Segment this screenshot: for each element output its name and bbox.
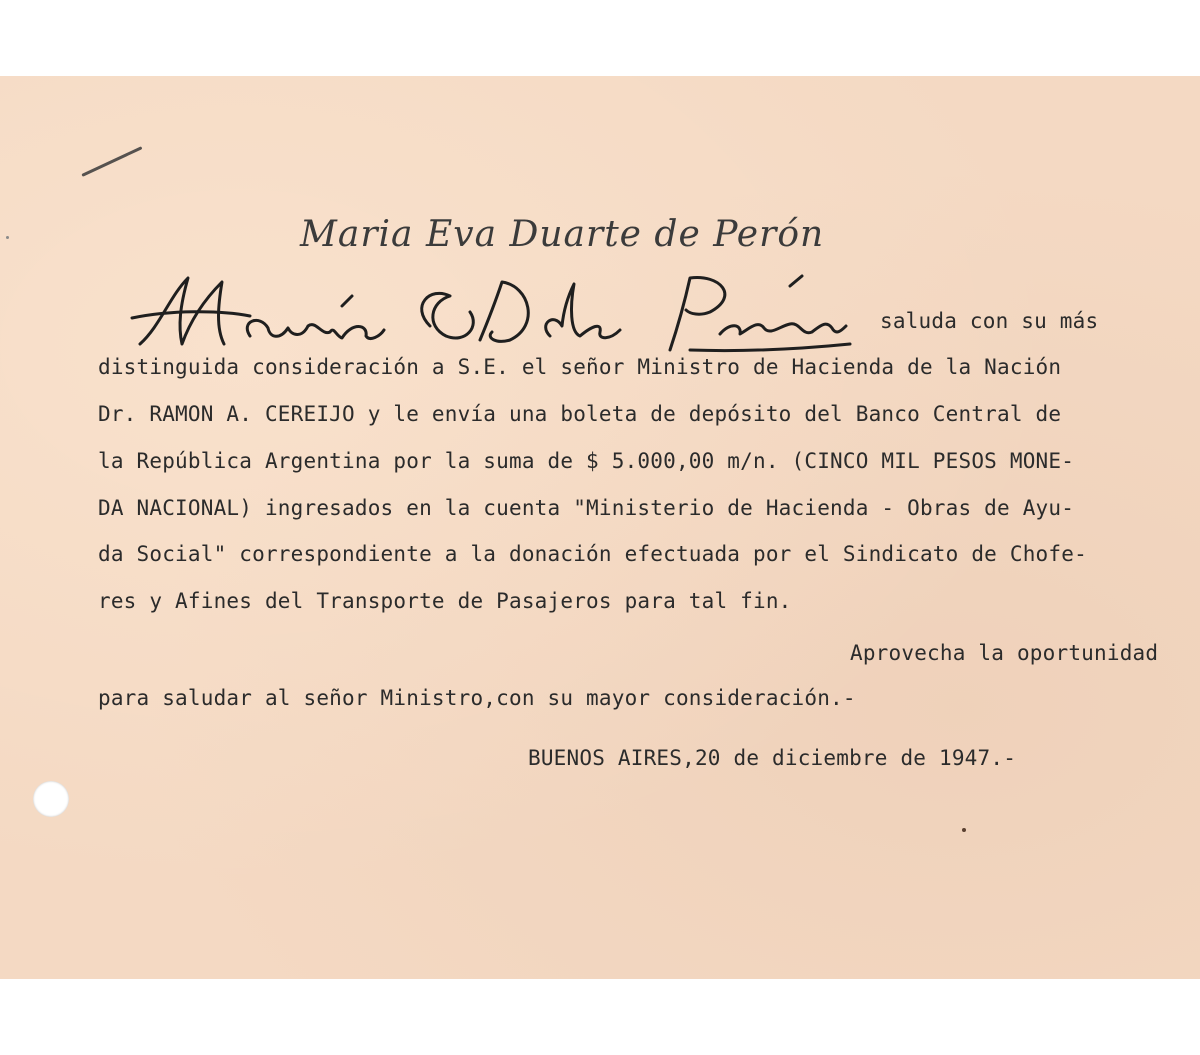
paper-sheet	[0, 76, 1200, 979]
body-line-9: para saludar al señor Ministro,con su mayor consideración.-	[98, 686, 856, 710]
paper-speck	[962, 828, 966, 832]
paper-speck	[6, 236, 9, 239]
body-line-7: res y Afines del Transporte de Pasajeros para tal fin.	[98, 589, 792, 613]
body-line-8: Aprovecha la oportunidad	[850, 641, 1159, 665]
body-line-5: DA NACIONAL) ingresados en la cuenta "Ministerio de Hacienda - Obras de Ayu-	[98, 496, 1075, 520]
body-line-3: Dr. RAMON A. CEREIJO y le envía una boleta de depósito del Banco Central de	[98, 402, 1062, 426]
body-line-2: distinguida consideración a S.E. el señor Ministro de Hacienda de la Nación	[98, 355, 1062, 379]
handwritten-signature	[130, 266, 870, 356]
letterhead-name: Maria Eva Duarte de Perón	[300, 214, 825, 255]
pencil-mark	[81, 146, 142, 177]
body-line-1: saluda con su más	[880, 309, 1099, 333]
body-line-6: da Social" correspondiente a la donación efectuada por el Sindicato de Chofe-	[98, 542, 1087, 566]
date-line: BUENOS AIRES,20 de diciembre de 1947.-	[528, 746, 1017, 770]
body-line-4: la República Argentina por la suma de $ 5.000,00 m/n. (CINCO MIL PESOS MONE-	[98, 449, 1075, 473]
punch-hole	[33, 781, 69, 817]
